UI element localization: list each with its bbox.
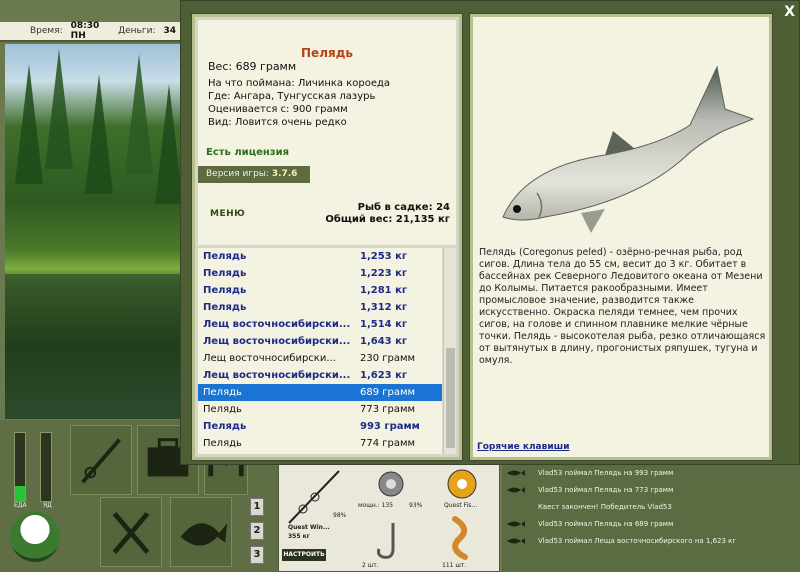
- rod-name: Quest Win...: [288, 524, 330, 531]
- catch-fish-name: Пелядь: [203, 302, 247, 313]
- cauldron-icon[interactable]: [10, 512, 60, 562]
- reel-power: мощн.: 135: [358, 502, 394, 509]
- license-status: Есть лицензия: [206, 147, 290, 158]
- slot-2-button[interactable]: 2: [250, 522, 264, 540]
- catch-fish-weight: 1,281 кг: [360, 285, 408, 296]
- catch-fish-weight: 1,514 кг: [360, 319, 408, 330]
- catch-row[interactable]: [198, 299, 442, 316]
- catch-fish-weight: 1,643 кг: [360, 336, 408, 347]
- fish-icon: [506, 469, 526, 477]
- hotkeys-link[interactable]: Горячие клавиши: [477, 442, 570, 452]
- money-value: 34: [163, 26, 176, 36]
- catch-fish-weight: 1,623 кг: [360, 370, 408, 381]
- catch-row[interactable]: [198, 248, 442, 265]
- catch-fish-weight: 774 грамм: [360, 438, 416, 449]
- catch-row[interactable]: [198, 435, 442, 452]
- catch-fish-name: Пелядь: [203, 421, 247, 432]
- catch-fish-name: Пелядь: [203, 251, 247, 262]
- bait-count: 111 шт.: [442, 562, 467, 569]
- tree: [85, 74, 113, 194]
- catch-fish-weight: 1,312 кг: [360, 302, 408, 313]
- fish-value: Оценивается с: 900 грамм: [208, 104, 348, 115]
- version-value: 3.7.6: [271, 169, 298, 179]
- catch-fish-name: Пелядь: [203, 404, 242, 415]
- tree: [155, 84, 183, 204]
- catch-row[interactable]: [198, 282, 442, 299]
- catch-fish-weight: 773 грамм: [360, 404, 416, 415]
- catch-fish-name: Лещ восточносибирски...: [203, 353, 336, 364]
- catch-row[interactable]: [198, 350, 442, 367]
- slot-3-button[interactable]: 3: [250, 546, 264, 564]
- catch-list-scrollbar[interactable]: [443, 248, 456, 454]
- cage-total-weight: Общий вес: 21,135 кг: [325, 214, 450, 225]
- catch-row[interactable]: [198, 401, 442, 418]
- fish-atlas-button[interactable]: [170, 497, 232, 567]
- water: [5, 274, 185, 419]
- log-entry: Vlad53 поймал Пелядь на 773 грамм: [506, 481, 796, 498]
- fish-icon: [506, 537, 526, 545]
- status-bar: [0, 22, 190, 42]
- rod-weight: 355 кг: [288, 533, 310, 540]
- catch-fish-weight: 993 грамм: [360, 421, 420, 432]
- lake-scene[interactable]: [5, 44, 185, 419]
- cage-panel: [192, 14, 462, 460]
- time-label: Время:: [30, 26, 63, 36]
- fish-icon: [171, 498, 231, 566]
- catch-fish-name: Лещ восточносибирски...: [203, 319, 351, 330]
- catch-fish-weight: 1,253 кг: [360, 251, 408, 262]
- catch-fish-weight: 230 грамм: [360, 353, 416, 364]
- event-log: [502, 462, 800, 572]
- fish-location: Где: Ангара, Тунгусская лазурь: [208, 91, 376, 102]
- fish-icon: [506, 486, 526, 494]
- catch-row[interactable]: [198, 316, 442, 333]
- log-entry: Vlad53 поймал Пелядь на 993 грамм: [506, 464, 796, 481]
- catch-fish-name: Пелядь: [203, 268, 247, 279]
- fish-bait: На что поймана: Личинка короеда: [208, 78, 391, 89]
- bait-icon: [445, 513, 479, 561]
- log-entry: Квест закончен! Победитель Vlad53: [538, 502, 672, 511]
- catch-row[interactable]: [198, 367, 442, 384]
- fishing-rod-icon: [71, 426, 131, 494]
- kitchen-button[interactable]: [100, 497, 162, 567]
- tree: [15, 64, 43, 184]
- cage-count: Рыб в садке: 24: [357, 202, 450, 213]
- fish-title: Пелядь: [301, 46, 353, 60]
- menu-button[interactable]: МЕНЮ: [210, 209, 246, 219]
- fish-description: Пелядь (Coregonus peled) - озёрно-речная рыба, род сигов. Длина тела до 55 см, весит до 3 кг. Обитает в бассейнах рек Северного Ледовитого океана от Мезени до Колымы. Питается ракообразными. Имеет промысловое значение, разводится также искусственно. Окраска пеляди темнее, чем прочих сигов, на голове и спинном плавнике мелкие чёрные точки. Пелядь - высокотелая рыба, резко отличающаяся от вытянутых в длину, прогонистых ряпушек, тугуна и омуля.: [479, 247, 766, 366]
- catch-list: [198, 248, 442, 454]
- fork-knife-icon: [101, 498, 161, 566]
- catch-fish-name: Лещ восточносибирски...: [203, 370, 351, 381]
- catch-fish-name: Лещ восточносибирски...: [203, 336, 351, 347]
- setup-button[interactable]: НАСТРОИТЬ: [282, 549, 326, 561]
- hook-icon: [371, 519, 411, 563]
- line-spool-icon: [445, 467, 479, 501]
- log-entry: Vlad53 поймал Леща восточносибирского на 1,623 кг: [506, 532, 796, 549]
- poison-gauge: [40, 432, 52, 502]
- version-label: Версия игры:: [206, 169, 269, 179]
- line-name: Quest Fis...: [444, 502, 478, 509]
- close-button[interactable]: X: [784, 4, 795, 20]
- catch-row[interactable]: [198, 265, 442, 282]
- fish-rarity: Вид: Ловится очень редко: [208, 117, 347, 128]
- tree: [125, 54, 153, 174]
- tree: [45, 49, 73, 169]
- food-gauge: [14, 432, 26, 502]
- catch-row[interactable]: [198, 333, 442, 350]
- catch-fish-weight: 689 грамм: [360, 387, 416, 398]
- catch-fish-weight: 1,223 кг: [360, 268, 408, 279]
- catch-row[interactable]: [198, 418, 442, 435]
- poison-label: ЯД: [43, 502, 52, 509]
- fish-image: [485, 47, 755, 242]
- slot-1-button[interactable]: 1: [250, 498, 264, 516]
- log-entry: Vlad53 поймал Пелядь на 689 грамм: [506, 515, 796, 532]
- rods-button[interactable]: [70, 425, 132, 495]
- reel-percent: 93%: [409, 502, 423, 509]
- cage-summary: [325, 202, 450, 226]
- catch-row[interactable]: [198, 384, 442, 401]
- fish-description-panel: [470, 14, 772, 460]
- fish-info-card: [198, 20, 456, 245]
- catch-fish-name: Пелядь: [203, 438, 242, 449]
- food-label: ЕДА: [14, 502, 27, 509]
- fish-weight: Вес: 689 грамм: [208, 60, 297, 73]
- rod-percent: 98%: [333, 512, 347, 519]
- catch-fish-name: Пелядь: [203, 285, 247, 296]
- game-version: [198, 166, 310, 183]
- scroll-thumb[interactable]: [446, 348, 455, 448]
- money-label: Деньги:: [118, 26, 156, 36]
- catch-fish-name: Пелядь: [203, 387, 242, 398]
- hooks-count: 2 шт.: [362, 562, 379, 569]
- time-value: 08:30 ПН: [70, 21, 100, 41]
- reel-icon: [371, 467, 411, 501]
- fish-icon: [506, 520, 526, 528]
